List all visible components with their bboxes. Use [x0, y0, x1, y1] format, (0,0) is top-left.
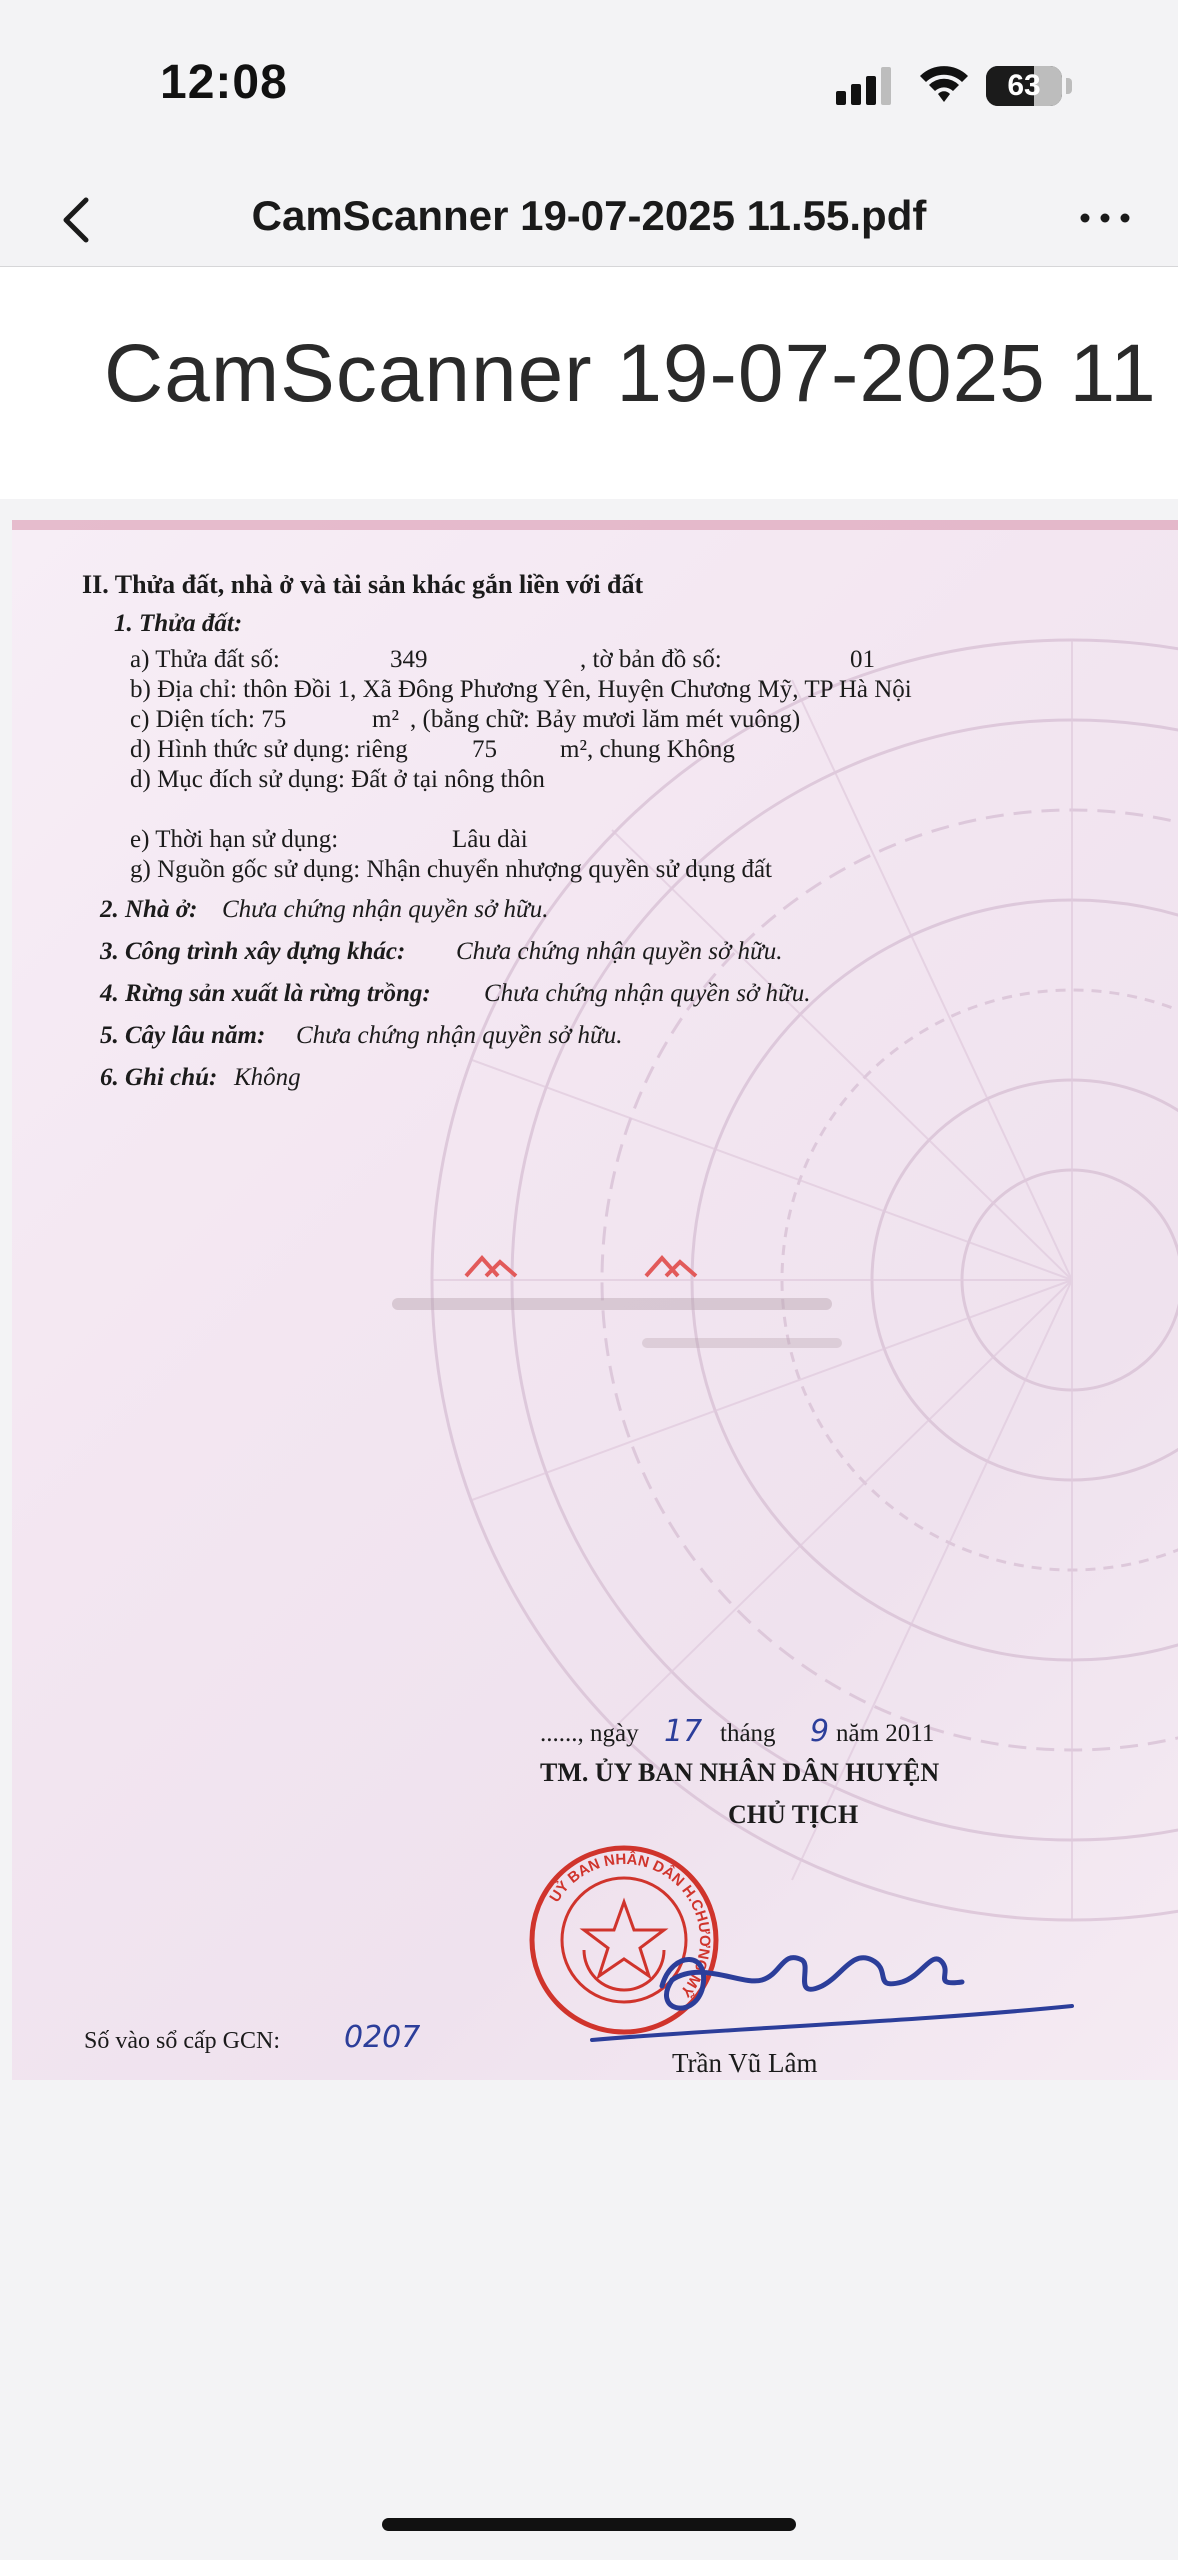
item-other-construction-label: 3. Công trình xây dựng khác:	[100, 938, 406, 965]
item-perennial-label: 5. Cây lâu năm:	[100, 1022, 266, 1049]
area-label: c) Diện tích: 75	[130, 706, 287, 733]
usage-origin: g) Nguồn gốc sử dụng: Nhận chuyển nhượng quyền sử dụng đất	[130, 856, 772, 883]
item-house-label: 2. Nhà ở:	[100, 896, 198, 923]
date-prefix: ......, ngày	[540, 1720, 639, 1747]
wifi-icon	[918, 62, 970, 104]
house-watermark-icon	[642, 1250, 702, 1280]
battery-cap	[1066, 78, 1072, 94]
area-unit: m²	[372, 706, 399, 733]
battery-icon	[986, 66, 1062, 106]
section-title: II. Thửa đất, nhà ở và tài sản khác gắn liền với đất	[82, 570, 644, 599]
more-options-button[interactable]	[1072, 178, 1138, 258]
chevron-left-icon	[50, 178, 110, 258]
usage-form-label: d) Hình thức sử dụng: riêng	[130, 736, 408, 763]
navigation-bar	[0, 170, 1178, 267]
date-month: 9	[810, 1714, 830, 1749]
usage-form-value: 75	[472, 736, 497, 763]
pdf-viewer[interactable]	[0, 500, 1178, 2082]
usage-term-value: Lâu dài	[452, 826, 528, 853]
item-forest-value: Chưa chứng nhận quyền sở hữu.	[484, 980, 811, 1007]
usage-term-label: e) Thời hạn sử dụng:	[130, 826, 339, 853]
parcel-number-label: a) Thửa đất số:	[130, 646, 280, 673]
document-header	[0, 267, 1178, 499]
item-notes-value: Không	[234, 1064, 301, 1091]
address-line: b) Địa chỉ: thôn Đồi 1, Xã Đông Phương Yên, Huyện Chương Mỹ, TP Hà Nội	[130, 676, 912, 703]
back-button[interactable]	[50, 178, 110, 258]
chairman-title: CHỦ TỊCH	[728, 1800, 859, 1829]
parcel-number-value: 349	[390, 646, 428, 673]
battery-percent: 63	[1007, 69, 1041, 102]
house-watermark-icon	[462, 1250, 522, 1280]
item-house-value: Chưa chứng nhận quyền sở hữu.	[222, 896, 549, 923]
registry-number: 0207	[344, 2020, 421, 2055]
usage-purpose: d) Mục đích sử dụng: Đất ở tại nông thôn	[130, 766, 545, 793]
registry-label: Số vào sổ cấp GCN:	[84, 2028, 280, 2054]
scanned-page[interactable]	[12, 520, 1178, 2080]
date-year: năm 2011	[836, 1720, 935, 1747]
item-other-construction-value: Chưa chứng nhận quyền sở hữu.	[456, 938, 783, 965]
cellular-signal-icon	[836, 67, 892, 105]
map-sheet-label: , tờ bản đồ số:	[580, 646, 722, 673]
signer-name: Trần Vũ Lâm	[672, 2048, 818, 2078]
item-perennial-value: Chưa chứng nhận quyền sở hữu.	[296, 1022, 623, 1049]
usage-form-rest: m², chung Không	[560, 736, 735, 763]
document-title: CamScanner 19-07-2025 11.55.pdf	[251, 192, 927, 239]
home-indicator[interactable]	[382, 2518, 796, 2531]
ellipsis-icon	[1072, 178, 1138, 258]
status-time: 12:08	[160, 56, 288, 109]
blurred-overlay-text	[392, 1290, 872, 1370]
map-sheet-value: 01	[850, 646, 875, 673]
status-bar	[0, 0, 1178, 170]
date-day: 17	[664, 1714, 703, 1749]
document-heading: CamScanner 19-07-2025 11	[104, 328, 1157, 419]
handwritten-signature	[552, 1890, 1082, 2060]
item-forest-label: 4. Rừng sản xuất là rừng trồng:	[100, 980, 431, 1007]
date-month-label: tháng	[720, 1720, 776, 1747]
issuing-authority: TM. ỦY BAN NHÂN DÂN HUYỆN	[540, 1758, 940, 1787]
item-notes-label: 6. Ghi chú:	[100, 1064, 218, 1091]
seal-text: UỶ BAN NHÂN DÂN H.CHƯƠNG MỸ	[546, 1850, 714, 2001]
area-in-words: , (bằng chữ: Bảy mươi lăm mét vuông)	[410, 706, 801, 733]
subsection-land-parcel: 1. Thửa đất:	[114, 610, 243, 637]
